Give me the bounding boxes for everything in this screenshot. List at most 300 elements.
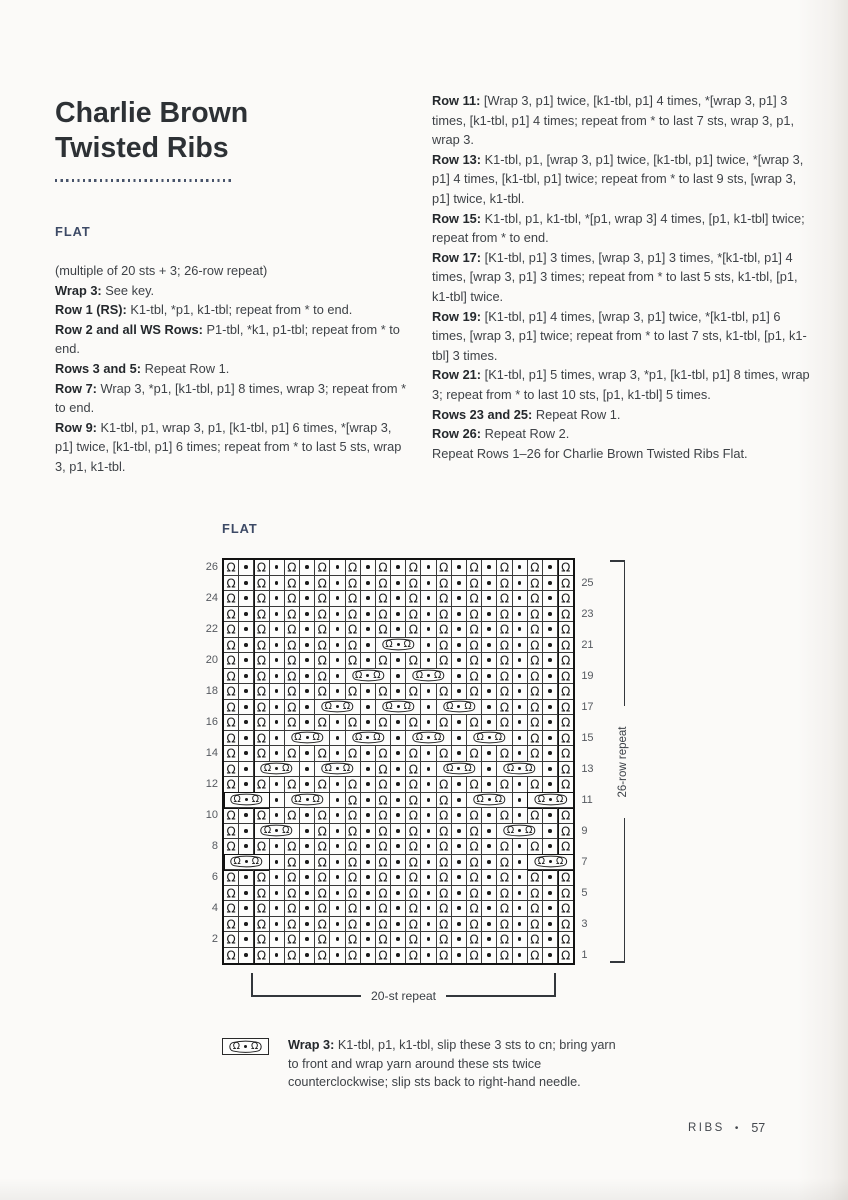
row-number: 17 bbox=[581, 700, 594, 713]
k1tbl-glyph: Ω bbox=[408, 917, 418, 932]
purl-dot bbox=[275, 596, 279, 600]
chart-cell-k1tbl bbox=[285, 855, 300, 871]
chart-cell-k1tbl bbox=[346, 715, 361, 731]
k1tbl-glyph: Ω bbox=[378, 560, 388, 575]
wrap3-symbol bbox=[497, 824, 543, 840]
k1tbl-glyph: Ω bbox=[378, 653, 388, 668]
chart-cell-k1tbl bbox=[376, 855, 391, 871]
chart-cell-purl bbox=[239, 886, 254, 902]
row-number bbox=[581, 901, 601, 917]
chart-cell-purl bbox=[239, 808, 254, 824]
k1tbl-glyph: Ω bbox=[561, 932, 571, 947]
purl-dot bbox=[548, 736, 552, 740]
purl-dot bbox=[275, 798, 279, 802]
chart-cell-purl bbox=[270, 607, 285, 623]
k1tbl-glyph: Ω bbox=[408, 746, 418, 761]
chart-cell-purl bbox=[543, 886, 558, 902]
chart-cell-k1tbl bbox=[346, 901, 361, 917]
purl-dot bbox=[548, 658, 552, 662]
chart-cell-purl bbox=[452, 901, 467, 917]
purl-dot bbox=[275, 844, 279, 848]
chart-cell-purl bbox=[421, 886, 436, 902]
purl-dot bbox=[518, 875, 522, 879]
purl-dot bbox=[548, 813, 552, 817]
chart-cell-purl bbox=[421, 700, 436, 716]
purl-dot bbox=[487, 658, 491, 662]
row-number: 20 bbox=[205, 654, 218, 666]
chart-cell-purl bbox=[239, 607, 254, 623]
chart-cell-k1tbl bbox=[315, 886, 330, 902]
chart-cell-k1tbl bbox=[437, 653, 452, 669]
purl-dot bbox=[244, 674, 248, 678]
k1tbl-glyph: Ω bbox=[499, 886, 510, 901]
purl-dot bbox=[457, 643, 461, 647]
k1tbl-glyph: Ω bbox=[439, 855, 449, 870]
k1tbl-glyph: Ω bbox=[446, 701, 454, 712]
purl-dot bbox=[275, 953, 279, 957]
k1tbl-glyph: Ω bbox=[348, 917, 358, 932]
chart-cell-purl bbox=[421, 839, 436, 855]
purl-dot bbox=[457, 906, 461, 910]
chart-cell-purl bbox=[421, 591, 436, 607]
k1tbl-glyph: Ω bbox=[408, 886, 418, 901]
purl-dot bbox=[518, 922, 522, 926]
purl-dot bbox=[427, 751, 431, 755]
instruction: Row 13: K1-tbl, p1, [wrap 3, p1] twice, [k1-tbl, p1] twice, *[wrap 3, p1] 4 times, [k1-tbl, p1] twice; repeat from * to last 9 sts, [wrap 3, p1] twice, k1-tbl. bbox=[432, 151, 804, 206]
purl-dot bbox=[548, 720, 552, 724]
chart-cell-k1tbl bbox=[406, 932, 421, 948]
chart-cell-k1tbl bbox=[558, 622, 573, 638]
chart-cell-k1tbl bbox=[437, 855, 452, 871]
k1tbl-glyph: Ω bbox=[537, 856, 546, 867]
chart-cell-k1tbl bbox=[406, 824, 421, 840]
row-numbers-right bbox=[581, 560, 601, 963]
k1tbl-glyph: Ω bbox=[226, 839, 236, 854]
k1tbl-glyph: Ω bbox=[317, 576, 327, 591]
chart-cell-k1tbl bbox=[315, 870, 330, 886]
chart-cell-purl bbox=[270, 777, 285, 793]
chart-cell-k1tbl bbox=[254, 808, 269, 824]
chart-cell-purl bbox=[452, 839, 467, 855]
chart-cell-purl bbox=[330, 886, 345, 902]
k1tbl-glyph: Ω bbox=[469, 669, 479, 684]
k1tbl-glyph: Ω bbox=[439, 638, 449, 653]
chart-cell-purl bbox=[330, 638, 345, 654]
chart-cell-purl bbox=[482, 700, 497, 716]
k1tbl-glyph: Ω bbox=[317, 653, 327, 668]
chart-cell-k1tbl bbox=[346, 576, 361, 592]
k1tbl-glyph: Ω bbox=[348, 715, 358, 730]
purl-dot bbox=[427, 720, 431, 724]
chart-cell-purl bbox=[300, 917, 315, 933]
k1tbl-glyph: Ω bbox=[530, 886, 540, 901]
k1tbl-glyph: Ω bbox=[439, 886, 449, 901]
k1tbl-glyph: Ω bbox=[348, 622, 358, 637]
chart-cell-k1tbl bbox=[528, 622, 543, 638]
wrap3-symbol bbox=[406, 731, 452, 747]
chart-cell-k1tbl bbox=[376, 932, 391, 948]
chart-cell-k1tbl bbox=[437, 638, 452, 654]
chart-cell-purl bbox=[239, 700, 254, 716]
purl-dot bbox=[457, 720, 461, 724]
purl-dot bbox=[336, 612, 340, 616]
k1tbl-glyph: Ω bbox=[251, 856, 260, 867]
k1tbl-glyph: Ω bbox=[499, 901, 510, 916]
chart-cell-purl bbox=[543, 824, 558, 840]
chart-cell-k1tbl bbox=[558, 669, 573, 685]
chart-cell-k1tbl bbox=[254, 684, 269, 700]
k1tbl-glyph: Ω bbox=[287, 715, 297, 730]
chart-cell-purl bbox=[391, 932, 406, 948]
purl-dot bbox=[396, 565, 400, 569]
purl-dot bbox=[548, 922, 552, 926]
chart-cell-purl bbox=[270, 684, 285, 700]
chart-cell-k1tbl bbox=[285, 715, 300, 731]
chart-cell-purl bbox=[270, 855, 285, 871]
k1tbl-glyph: Ω bbox=[226, 948, 236, 963]
chart-cell-k1tbl bbox=[467, 824, 482, 840]
chart-cell-purl bbox=[270, 886, 285, 902]
chart-cell-purl bbox=[513, 591, 528, 607]
purl-dot bbox=[427, 596, 431, 600]
k1tbl-glyph: Ω bbox=[317, 948, 327, 963]
chart-cell-k1tbl bbox=[497, 932, 512, 948]
chart-cell-k1tbl bbox=[346, 948, 361, 964]
chart-cell-purl bbox=[482, 560, 497, 576]
k1tbl-glyph: Ω bbox=[317, 669, 327, 684]
k1tbl-glyph: Ω bbox=[251, 1040, 259, 1052]
instruction: Row 7: Wrap 3, *p1, [k1-tbl, p1] 8 times, wrap 3; repeat from * to end. bbox=[55, 380, 407, 416]
chart-cell-purl bbox=[421, 715, 436, 731]
k1tbl-glyph: Ω bbox=[226, 653, 236, 668]
chart-cell-k1tbl bbox=[285, 886, 300, 902]
purl-dot bbox=[244, 596, 248, 600]
chart-cell-k1tbl bbox=[437, 932, 452, 948]
chart-cell-purl bbox=[330, 901, 345, 917]
k1tbl-glyph: Ω bbox=[439, 901, 449, 916]
chart-cell-k1tbl bbox=[406, 839, 421, 855]
row-number: 25 bbox=[581, 576, 594, 589]
chart-cell-purl bbox=[482, 870, 497, 886]
row-number bbox=[196, 576, 218, 592]
wrap3-symbol bbox=[467, 731, 513, 747]
chart-cell-k1tbl bbox=[346, 746, 361, 762]
chart-cell-purl bbox=[513, 793, 528, 809]
chart-cell-purl bbox=[482, 824, 497, 840]
purl-dot bbox=[518, 581, 522, 585]
k1tbl-glyph: Ω bbox=[469, 746, 479, 761]
purl-dot bbox=[487, 565, 491, 569]
chart-cell-k1tbl bbox=[224, 917, 239, 933]
purl-dot bbox=[244, 767, 248, 771]
k1tbl-glyph: Ω bbox=[378, 870, 388, 885]
purl-dot bbox=[518, 643, 522, 647]
chart-cell-purl bbox=[482, 684, 497, 700]
chart-cell-k1tbl bbox=[346, 824, 361, 840]
k1tbl-glyph: Ω bbox=[226, 746, 236, 761]
chart-cell-k1tbl bbox=[224, 777, 239, 793]
chart-cell-k1tbl bbox=[376, 870, 391, 886]
chart-cell-k1tbl bbox=[406, 855, 421, 871]
k1tbl-glyph: Ω bbox=[348, 777, 358, 792]
chart-cell-k1tbl bbox=[346, 777, 361, 793]
k1tbl-glyph: Ω bbox=[256, 700, 267, 715]
k1tbl-glyph: Ω bbox=[256, 607, 267, 622]
k1tbl-glyph: Ω bbox=[256, 808, 267, 823]
chart-cell-purl bbox=[391, 746, 406, 762]
k1tbl-glyph: Ω bbox=[317, 638, 327, 653]
purl-dot bbox=[457, 844, 461, 848]
purl-dot bbox=[336, 782, 340, 786]
chart-cell-purl bbox=[452, 870, 467, 886]
purl-dot bbox=[366, 875, 370, 879]
chart-cell-purl bbox=[513, 746, 528, 762]
k1tbl-glyph: Ω bbox=[561, 777, 571, 792]
chart-cell-k1tbl bbox=[285, 700, 300, 716]
k1tbl-glyph: Ω bbox=[408, 948, 418, 963]
k1tbl-glyph: Ω bbox=[348, 576, 358, 591]
chart-cell-purl bbox=[361, 948, 376, 964]
k1tbl-glyph: Ω bbox=[317, 777, 327, 792]
instruction: Rows 3 and 5: Repeat Row 1. bbox=[55, 360, 230, 376]
k1tbl-glyph: Ω bbox=[348, 607, 358, 622]
chart-cell-purl bbox=[239, 746, 254, 762]
chart-cell-purl bbox=[452, 886, 467, 902]
chart-cell-k1tbl bbox=[224, 560, 239, 576]
k1tbl-glyph: Ω bbox=[256, 886, 267, 901]
k1tbl-glyph: Ω bbox=[348, 855, 358, 870]
chart-cell-purl bbox=[513, 700, 528, 716]
chart-cell-purl bbox=[421, 746, 436, 762]
chart-cell-k1tbl bbox=[346, 653, 361, 669]
chart-cell-k1tbl bbox=[315, 715, 330, 731]
chart-heading-flat: FLAT bbox=[222, 521, 258, 536]
wrap3-symbol bbox=[222, 1038, 269, 1055]
chart-cell-k1tbl bbox=[467, 591, 482, 607]
chart-cell-purl bbox=[239, 762, 254, 778]
chart-cell-k1tbl bbox=[376, 591, 391, 607]
k1tbl-glyph: Ω bbox=[530, 684, 540, 699]
k1tbl-glyph: Ω bbox=[439, 591, 449, 606]
chart-cell-k1tbl bbox=[224, 731, 239, 747]
chart-cell-purl bbox=[300, 948, 315, 964]
section-heading-flat: FLAT bbox=[55, 224, 91, 239]
chart-cell-k1tbl bbox=[528, 669, 543, 685]
chart-cell-k1tbl bbox=[285, 576, 300, 592]
chart-cell-k1tbl bbox=[376, 607, 391, 623]
purl-dot bbox=[518, 720, 522, 724]
chart-cell-purl bbox=[391, 669, 406, 685]
k1tbl-glyph: Ω bbox=[378, 839, 388, 854]
purl-dot bbox=[548, 627, 552, 631]
k1tbl-glyph: Ω bbox=[408, 824, 418, 839]
chart-cell-purl bbox=[513, 684, 528, 700]
purl-dot bbox=[518, 627, 522, 631]
purl-dot bbox=[244, 705, 248, 709]
instruction-label: Row 15: bbox=[432, 210, 482, 226]
chart-cell-k1tbl bbox=[315, 560, 330, 576]
chart-cell-purl bbox=[513, 870, 528, 886]
chart-cell-k1tbl bbox=[285, 591, 300, 607]
chart-cell-purl bbox=[330, 948, 345, 964]
st-repeat-bracket bbox=[251, 973, 556, 1003]
footer-section: RIBS bbox=[688, 1122, 725, 1134]
chart-cell-k1tbl bbox=[315, 777, 330, 793]
k1tbl-glyph: Ω bbox=[499, 715, 510, 730]
k1tbl-glyph: Ω bbox=[561, 839, 571, 854]
chart-cell-purl bbox=[421, 560, 436, 576]
k1tbl-glyph: Ω bbox=[530, 746, 540, 761]
k1tbl-glyph: Ω bbox=[251, 794, 260, 805]
chart-cell-purl bbox=[452, 653, 467, 669]
chart-cell-purl bbox=[391, 808, 406, 824]
purl-dot bbox=[487, 627, 491, 631]
chart-cell-k1tbl bbox=[254, 669, 269, 685]
k1tbl-glyph: Ω bbox=[439, 622, 449, 637]
purl-dot bbox=[244, 612, 248, 616]
purl-dot bbox=[275, 643, 279, 647]
instruction-label: Rows 3 and 5: bbox=[55, 360, 142, 376]
k1tbl-glyph: Ω bbox=[378, 917, 388, 932]
purl-dot bbox=[305, 891, 309, 895]
k1tbl-glyph: Ω bbox=[506, 825, 515, 836]
chart-cell-purl bbox=[452, 576, 467, 592]
chart-cell-purl bbox=[452, 560, 467, 576]
k1tbl-glyph: Ω bbox=[469, 839, 479, 854]
k1tbl-glyph: Ω bbox=[348, 901, 358, 916]
k1tbl-glyph: Ω bbox=[256, 653, 267, 668]
instruction: Row 1 (RS): K1-tbl, *p1, k1-tbl; repeat from * to end. bbox=[55, 302, 353, 318]
k1tbl-glyph: Ω bbox=[561, 901, 571, 916]
k1tbl-glyph: Ω bbox=[226, 886, 236, 901]
k1tbl-glyph: Ω bbox=[317, 560, 327, 575]
k1tbl-glyph: Ω bbox=[530, 669, 540, 684]
chart-cell-purl bbox=[452, 731, 467, 747]
k1tbl-glyph: Ω bbox=[348, 948, 358, 963]
chart-cell-k1tbl bbox=[437, 948, 452, 964]
chart-cell-purl bbox=[239, 948, 254, 964]
chart-cell-purl bbox=[543, 669, 558, 685]
purl-dot bbox=[336, 596, 340, 600]
chart-cell-k1tbl bbox=[406, 576, 421, 592]
k1tbl-glyph: Ω bbox=[287, 700, 297, 715]
chart-cell-k1tbl bbox=[224, 839, 239, 855]
k1tbl-glyph: Ω bbox=[378, 932, 388, 947]
purl-dot bbox=[518, 844, 522, 848]
purl-dot bbox=[427, 565, 431, 569]
row-number bbox=[196, 917, 218, 933]
purl-dot bbox=[336, 922, 340, 926]
purl-dot bbox=[518, 798, 522, 802]
chart-cell-k1tbl bbox=[254, 607, 269, 623]
chart-cell-k1tbl bbox=[406, 886, 421, 902]
row-number bbox=[581, 746, 601, 762]
chart-cell-purl bbox=[543, 638, 558, 654]
k1tbl-glyph: Ω bbox=[530, 870, 540, 885]
chart-cell-k1tbl bbox=[467, 607, 482, 623]
chart-cell-k1tbl bbox=[467, 855, 482, 871]
chart-cell-k1tbl bbox=[285, 560, 300, 576]
chart-cell-purl bbox=[513, 901, 528, 917]
k1tbl-glyph: Ω bbox=[530, 653, 540, 668]
chart-grid bbox=[222, 558, 575, 965]
wrap3-symbol bbox=[224, 793, 270, 809]
chart-cell-k1tbl bbox=[376, 653, 391, 669]
purl-dot bbox=[427, 627, 431, 631]
purl-dot bbox=[366, 937, 370, 941]
footer-separator: • bbox=[734, 1122, 739, 1134]
purl-dot bbox=[396, 674, 400, 678]
row-number: 24 bbox=[205, 592, 218, 604]
chart-cell-k1tbl bbox=[315, 653, 330, 669]
k1tbl-glyph: Ω bbox=[348, 870, 358, 885]
chart-cell-k1tbl bbox=[406, 793, 421, 809]
chart-cell-k1tbl bbox=[406, 715, 421, 731]
purl-dot bbox=[336, 689, 340, 693]
chart-cell-k1tbl bbox=[437, 886, 452, 902]
chart-cell-purl bbox=[239, 591, 254, 607]
wrap3-symbol bbox=[285, 793, 331, 809]
chart-cell-k1tbl bbox=[224, 762, 239, 778]
k1tbl-glyph: Ω bbox=[226, 731, 236, 746]
wrap3-symbol bbox=[224, 855, 270, 871]
k1tbl-glyph: Ω bbox=[294, 794, 302, 805]
chart-cell-k1tbl bbox=[285, 839, 300, 855]
chart-cell-purl bbox=[300, 824, 315, 840]
purl-dot bbox=[336, 860, 340, 864]
purl-dot bbox=[396, 922, 400, 926]
wrap3-symbol bbox=[528, 855, 574, 871]
k1tbl-glyph: Ω bbox=[348, 746, 358, 761]
purl-dot bbox=[457, 751, 461, 755]
purl-dot bbox=[457, 782, 461, 786]
purl-dot bbox=[518, 596, 522, 600]
purl-dot bbox=[457, 875, 461, 879]
chart-cell-k1tbl bbox=[467, 901, 482, 917]
chart-cell-k1tbl bbox=[437, 560, 452, 576]
chart-cell-purl bbox=[270, 746, 285, 762]
chart-cell-purl bbox=[452, 917, 467, 933]
purl-dot bbox=[305, 813, 309, 817]
chart-cell-purl bbox=[361, 762, 376, 778]
chart-cell-k1tbl bbox=[437, 839, 452, 855]
wrap3-symbol bbox=[497, 762, 543, 778]
k1tbl-glyph: Ω bbox=[464, 701, 472, 712]
chart-cell-k1tbl bbox=[285, 948, 300, 964]
chart-cell-purl bbox=[452, 669, 467, 685]
chart-cell-purl bbox=[452, 622, 467, 638]
chart-cell-k1tbl bbox=[315, 932, 330, 948]
chart-cell-purl bbox=[330, 870, 345, 886]
purl-dot bbox=[518, 565, 522, 569]
chart-cell-purl bbox=[330, 560, 345, 576]
chart-cell-k1tbl bbox=[528, 560, 543, 576]
chart-cell-purl bbox=[270, 638, 285, 654]
instruction: Wrap 3: See key. bbox=[55, 282, 155, 298]
instruction-label: Rows 23 and 25: bbox=[432, 406, 533, 422]
purl-dot bbox=[548, 844, 552, 848]
row-number bbox=[196, 607, 218, 623]
k1tbl-glyph: Ω bbox=[378, 824, 388, 839]
purl-dot bbox=[275, 565, 279, 569]
chart-cell-k1tbl bbox=[406, 948, 421, 964]
chart-cell-purl bbox=[543, 901, 558, 917]
purl-dot bbox=[548, 674, 552, 678]
chart-cell-purl bbox=[452, 607, 467, 623]
k1tbl-glyph: Ω bbox=[408, 684, 418, 699]
purl-dot bbox=[518, 813, 522, 817]
instruction: Row 21: [K1-tbl, p1] 5 times, wrap 3, *p1, [k1-tbl, p1] 8 times, wrap 3; repeat from * to last 10 sts, [p1, k1-tbl] 5 times. bbox=[432, 367, 810, 402]
